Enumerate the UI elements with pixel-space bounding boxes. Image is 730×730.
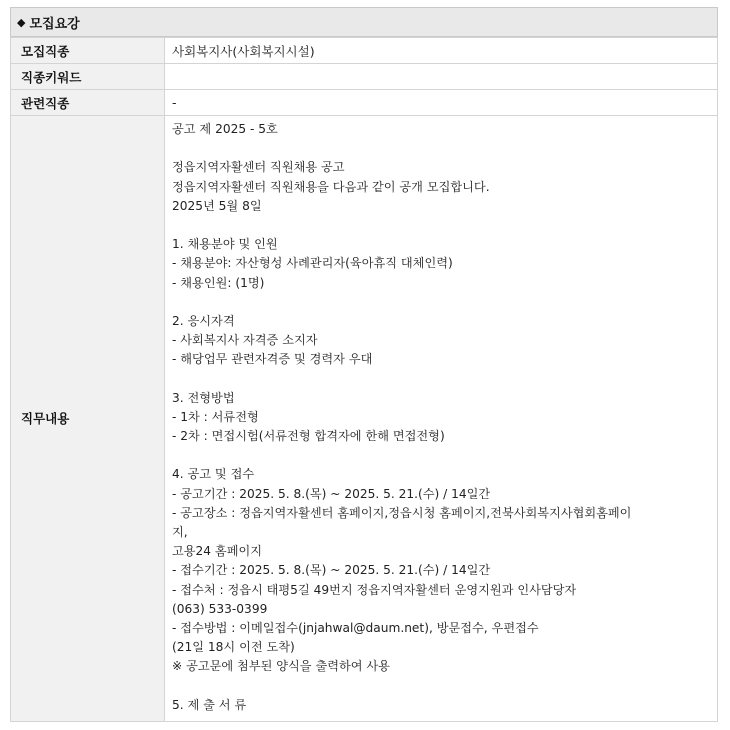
duties-line: 공고 제 2025 - 5호: [172, 122, 278, 136]
diamond-bullet-icon: ◆: [17, 15, 26, 29]
duties-line: - 공고장소 : 정읍지역자활센터 홈페이지,정읍시청 홈페이지,전북사회복지사협회홈페이: [172, 505, 632, 520]
duties-line: 2025년 5월 8일: [172, 198, 262, 213]
duties-line: - 공고기간 : 2025. 5. 8.(목) ~ 2025. 5. 21.(수) / 14일간: [172, 486, 491, 501]
duties-line: 정읍지역자활센터 직원채용 공고: [172, 160, 345, 175]
duties-line: [172, 676, 709, 695]
duties-label: 직무내용: [11, 116, 165, 722]
duties-line: (21일 18시 이전 도착): [172, 640, 295, 655]
related-label: 관련직종: [11, 90, 165, 116]
section-header: [10, 7, 718, 37]
table-row-related: [11, 90, 718, 116]
duties-line: 2. 응시자격: [172, 313, 235, 328]
duties-line: - 해당업무 관련자격증 및 경력자 우대: [172, 352, 373, 367]
duties-line: [172, 139, 709, 158]
duties-line: [172, 216, 709, 235]
duties-line: - 접수기간 : 2025. 5. 8.(목) ~ 2025. 5. 21.(수) / 14일간: [172, 563, 491, 578]
section-title: 모집요강: [29, 16, 80, 32]
duties-content: [165, 116, 718, 722]
duties-line: 지,: [172, 524, 188, 539]
duties-line: 4. 공고 및 접수: [172, 467, 255, 482]
duties-line: - 채용인원: (1명): [172, 275, 265, 290]
table-row-job-category: [11, 38, 718, 64]
job-category-label: 모집직종: [11, 38, 165, 64]
duties-line: 3. 전형방법: [172, 390, 235, 405]
duties-line: - 접수방법 : 이메일접수(jnjahwal@daum.net), 방문접수, 우편접수: [172, 620, 539, 635]
duties-line: - 채용분야: 자산형성 사례관리자(육아휴직 대체인력): [172, 256, 453, 271]
duties-line: [172, 369, 709, 388]
recruitment-table: [10, 37, 718, 722]
duties-line: - 2차 : 면접시험(서류전형 합격자에 한해 면접전형): [172, 429, 445, 443]
related-value: -: [165, 90, 718, 116]
duties-line: [172, 293, 709, 312]
keywords-value: [165, 64, 718, 90]
table-row-duties: [11, 116, 718, 722]
duties-line: 5. 제 출 서 류: [172, 697, 247, 712]
job-category-value: 사회복지사(사회복지시설): [165, 38, 718, 64]
keywords-label: 직종키워드: [11, 64, 165, 90]
duties-line: (063) 533-0399: [172, 601, 268, 616]
table-row-keywords: [11, 64, 718, 90]
duties-line: - 접수처 : 정읍시 태평5길 49번지 정읍지역자활센터 운영지원과 인사담당자: [172, 582, 577, 597]
duties-line: 고용24 홈페이지: [172, 544, 263, 559]
duties-line: ※ 공고문에 첨부된 양식을 출력하여 사용: [172, 659, 390, 674]
duties-line: 1. 채용분야 및 인원: [172, 237, 278, 252]
duties-line: 정읍지역자활센터 직원채용을 다음과 같이 공개 모집합니다.: [172, 179, 490, 194]
recruitment-section: [10, 7, 718, 722]
duties-line: - 사회복지사 자격증 소지자: [172, 333, 318, 348]
duties-line: [172, 446, 709, 465]
duties-line: - 1차 : 서류전형: [172, 409, 259, 424]
